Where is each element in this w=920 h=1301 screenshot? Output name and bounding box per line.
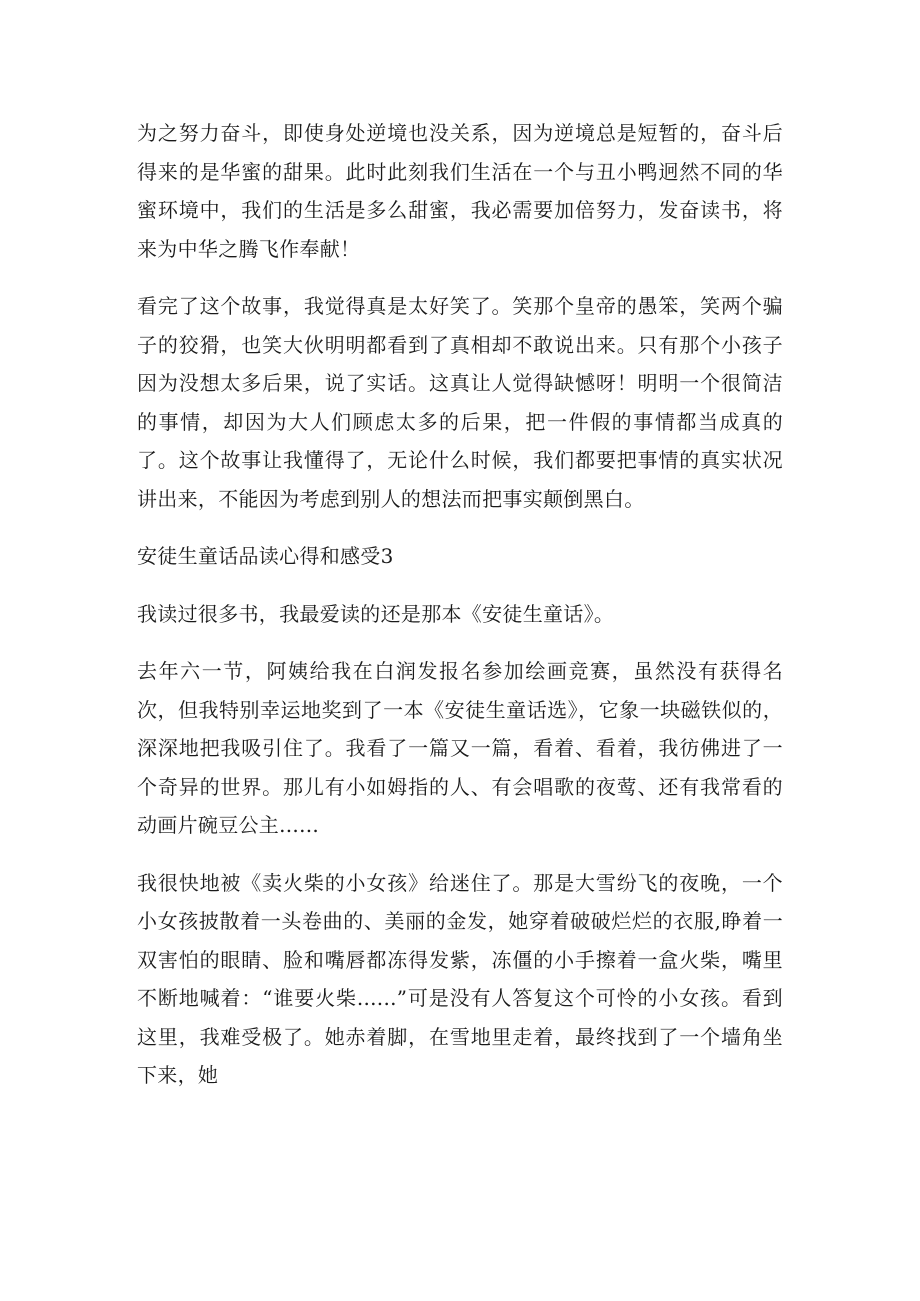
paragraph-3: 我读过很多书，我最爱读的还是那本《安徒生童话》。 (137, 601, 615, 626)
document-body (137, 114, 783, 1114)
paragraph-2: 看完了这个故事，我觉得真是太好笑了。笑那个皇帝的愚笨，笑两个骗子的狡猾，也笑大伙明明都看到了真相却不敢说出来。只有那个小孩子因为没想太多后果，说了实话。这真让人觉得缺憾呀！明明一个很简洁的事情，却因为大人们顾虑太多的后果，把一件假的事情都当成真的了。这个故事让我懂得了，无论什么时候，我们都要把事情的真实状况讲出来，不能因为考虑到别人的想法而把事实颠倒黑白。 (137, 294, 783, 511)
paragraph-1: 为之努力奋斗，即使身处逆境也没关系，因为逆境总是短暂的，奋斗后得来的是华蜜的甜果。此时此刻我们生活在一个与丑小鸭迥然不同的华蜜环境中，我们的生活是多么甜蜜，我必需要加倍努力，发奋读书，将来为中华之腾飞作奉献！ (137, 121, 783, 261)
paragraph-4: 去年六一节，阿姨给我在白润发报名参加绘画竞赛，虽然没有获得名次，但我特别幸运地奖到了一本《安徒生童话选》，它象一块磁铁似的，深深地把我吸引住了。我看了一篇又一篇，看着、看着，我彷佛进了一个奇异的世界。那儿有小如姆指的人、有会唱歌的夜莺、还有我常看的动画片碗豆公主...... (137, 659, 783, 837)
paragraph-5: 我很快地被《卖火柴的小女孩》给迷住了。那是大雪纷飞的夜晚，一个小女孩披散着一头卷曲的、美丽的金发，她穿着破破烂烂的衣服,睁着一双害怕的眼睛、脸和嘴唇都冻得发紫，冻僵的小手擦着一盒火柴，嘴里不断地喊着：“谁要火柴......”可是没有人答复这个可怜的小女孩。看到这里，我难受极了。她赤着脚，在雪地里走着，最终找到了一个墙角坐下来，她 (137, 870, 783, 1087)
section-heading: 安徒生童话品读心得和感受3 (137, 544, 394, 568)
